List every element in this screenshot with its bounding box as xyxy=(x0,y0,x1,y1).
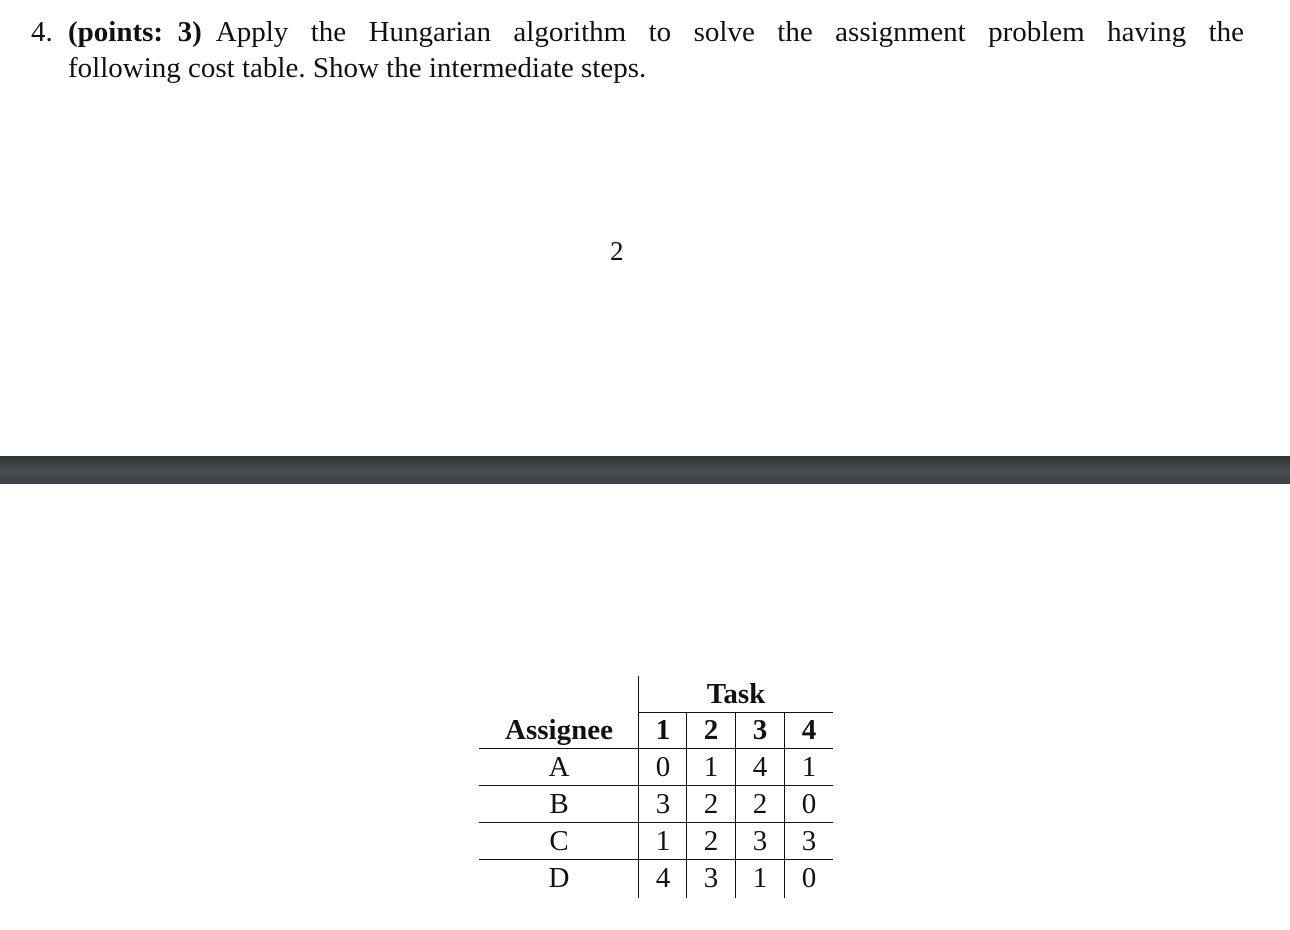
points-label: (points: 3) xyxy=(68,16,202,48)
column-header: 1 xyxy=(655,714,671,746)
table-rule xyxy=(638,676,639,898)
row-label: B xyxy=(549,788,569,820)
table-cell: 2 xyxy=(703,825,719,857)
table-cell: 3 xyxy=(703,862,719,894)
table-rule xyxy=(784,712,785,898)
task-header: Task xyxy=(706,678,766,710)
table-cell: 0 xyxy=(801,788,817,820)
table-cell: 2 xyxy=(703,788,719,820)
table-cell: 3 xyxy=(655,788,671,820)
problem-text-line-1: Apply the Hungarian algorithm to solve the assignment problem having the xyxy=(215,16,1244,48)
row-label: D xyxy=(548,862,570,894)
table-cell: 4 xyxy=(655,862,671,894)
column-header: 2 xyxy=(703,714,719,746)
column-header: 3 xyxy=(752,714,768,746)
table-cell: 1 xyxy=(752,862,768,894)
page-number: 2 xyxy=(610,236,624,266)
table-cell: 2 xyxy=(752,788,768,820)
table-cell: 0 xyxy=(801,862,817,894)
table-cell: 3 xyxy=(752,825,768,857)
problem-text-line-2: following cost table. Show the intermediate steps. xyxy=(68,52,647,84)
column-header: 4 xyxy=(801,714,817,746)
row-label: A xyxy=(548,751,570,783)
table-rule xyxy=(479,859,833,860)
row-label: C xyxy=(549,825,569,857)
table-cell: 1 xyxy=(655,825,671,857)
problem-line-1 xyxy=(68,14,1244,51)
table-cell: 4 xyxy=(752,751,768,783)
problem-number: 4. xyxy=(31,16,53,48)
table-cell: 1 xyxy=(801,751,817,783)
table-rule xyxy=(735,712,736,898)
table-rule xyxy=(479,748,833,749)
table-cell: 0 xyxy=(655,751,671,783)
table-rule xyxy=(479,785,833,786)
assignee-header: Assignee xyxy=(505,714,613,746)
table-rule xyxy=(686,712,687,898)
table-cell: 3 xyxy=(801,825,817,857)
table-rule xyxy=(479,822,833,823)
page-divider xyxy=(0,456,1290,484)
cost-table xyxy=(479,676,833,898)
table-cell: 1 xyxy=(703,751,719,783)
table-rule xyxy=(639,712,833,713)
